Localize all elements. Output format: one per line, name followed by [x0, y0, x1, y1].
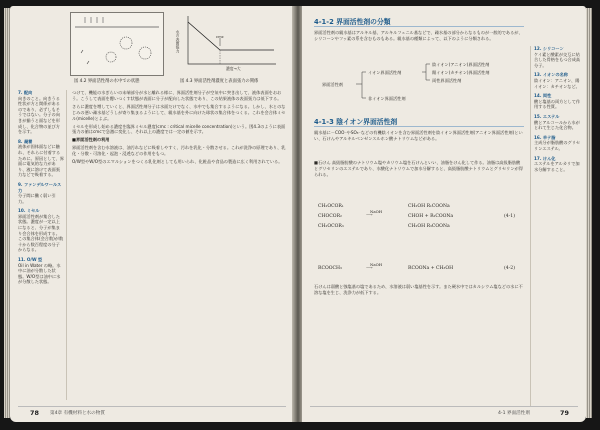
- eq2-right: RCOONa + CH₃OH: [408, 266, 454, 271]
- figure-4-3-x-label: 濃度→大: [226, 66, 241, 71]
- footer-right: 4-1 界面活性剤: [498, 411, 530, 416]
- sidenote-14-text: 酸と塩基の両方として作用する性質。: [534, 98, 581, 110]
- sidenote-17-title: 17. けん化: [534, 155, 556, 161]
- sidenote-8-title: 8. 凝着: [18, 138, 33, 144]
- eq2-arrow: ⟶: [366, 266, 373, 271]
- eq2-reagent: NaOH: [370, 262, 383, 267]
- classification-brackets: [322, 62, 522, 108]
- surface-tension-graph: [180, 12, 280, 74]
- margin-rule: [66, 90, 67, 400]
- eq-row2-reagent: NaOH: [370, 209, 383, 214]
- sidenote-15-text: 酸とアルコールから水がとれて生じた化合物。: [534, 119, 580, 131]
- page-number-right: 79: [560, 409, 569, 417]
- sidenote-9-title: 9. ファンデルワールス力: [18, 181, 62, 193]
- sidenote-13-text: 陰イオン：アニオン、陽イオン：カチオンなど。: [534, 77, 580, 89]
- page-number-left: 78: [30, 409, 39, 417]
- section-heading-4-1-2: 4-1-2 界面活性剤の分類: [314, 18, 391, 26]
- margin-rule-right: [530, 46, 531, 406]
- section-rule: [314, 26, 524, 27]
- eq-row2-label: (4-1): [504, 214, 515, 219]
- eq-row2-right: CHOH + R₂COONa: [408, 214, 454, 219]
- micelle-diagram: [71, 13, 163, 75]
- figure-4-3: [180, 12, 280, 74]
- sidenote-11-title: 11. O/W 型: [18, 257, 43, 263]
- sidenote-14-title: 14. 両性: [534, 93, 552, 99]
- sidenote-15-title: 15. エステル: [534, 113, 560, 119]
- subsection-body: 親水基に－COO⁻やSO₃⁻などの有機陰イオンを含む界面活性剤を陰イオン界面活性剤(アニオン界面活性剤)といい、石けんやアルキルベンゼンスルホン酸ナトリウムなどがある。: [314, 130, 523, 141]
- eq-row1-right: CH₂OH R₁COONa: [408, 204, 450, 209]
- left-page: [10, 6, 294, 422]
- sidenote-8-text: 液体が固体面などに触れ、それらに付着するために。原因として、界面に電気的な力があり、液に溶けて表面張力などで吸着する。: [18, 144, 64, 178]
- paragraph-3: ミセルを形成し始める濃度を臨界ミセル濃度(cmc : critical micelle concentration)という。図4.3のように表面張力の値はcmcで急激に変化し、それ以上の濃度では一定の値を示す。: [72, 123, 286, 135]
- right-page: [302, 6, 586, 422]
- subheading-usage: ■界面活性剤の利用: [72, 137, 110, 143]
- class-cationic: 陽イオン(カチオン)界面活性剤: [432, 70, 490, 75]
- figure-4-2-caption: 図 4.2 界面活性剤の水中での状態: [74, 79, 140, 84]
- footer-left: 第4章 有機材料と水の物質: [50, 411, 105, 416]
- soap-body: ■石けん 高級脂肪酸のナトリウム塩やカリウム塩を石けんといい、油脂をけん化して作る。油脂は高級脂肪酸とグリセリンのエステルであり、水酸化ナトリウムで加水分解すると、高級脂肪酸ナトリウムとグリセリンが得られる。: [314, 160, 523, 177]
- sidenote-column-right: [534, 46, 582, 172]
- class-root: 界面活性剤: [322, 82, 343, 87]
- sidenote-12-title: 12. シリコーン: [534, 46, 564, 51]
- figure-4-2: [70, 12, 164, 76]
- class-ionic: イオン界面活性剤: [368, 70, 402, 75]
- class-amphoteric: 両性界面活性剤: [432, 78, 462, 83]
- eq2-left: RCOOCH₃: [318, 266, 342, 271]
- sidenote-16-text: 主成分が脂肪酸のグリセリンエステル。: [534, 140, 581, 151]
- footer-rule-left: [18, 406, 286, 407]
- paragraph-2: さらに濃度を増していくと、界面活性剤分子は水面だけでなく、水中でも集合するようになる。しかし、水とのなじみの悪い疎水基どうしが寄り集まるようにして、親水基を外に向けた球状の集合体をつくる。これを会合体ミセル(micelle)とよぶ。: [72, 103, 286, 121]
- subsection-rule: [314, 126, 524, 127]
- eq2-label: (4-2): [504, 266, 515, 271]
- body-column: [72, 90, 286, 165]
- sidenote-9-text: 分子間に働く弱い引力。: [18, 193, 56, 204]
- equation-4-1: [318, 204, 528, 246]
- eq-arrow: ⟶: [366, 213, 373, 218]
- sidenote-12-text: ケイ素と酸素が交互に結合した骨格をもつ合成高分子。: [534, 51, 581, 68]
- soap-body-2: 石けんは弱酸と強塩基の塩であるため、水溶液は弱い塩基性を示す。また硬水中ではカルシウム塩などの水に不溶な塩を生じ、洗浄力が低下する。: [314, 284, 523, 295]
- sidenote-10-text: 界面活性剤が集合した状態。濃度が一定以上になると、分子が集まり会合体を形成する。この集合体(会合数)が数十から数百程度の分子からなる。: [18, 213, 64, 253]
- sidenote-column: [18, 90, 64, 285]
- class-nonionic: 非イオン界面活性剤: [368, 96, 406, 101]
- sidenote-7-title: 7. 配向: [18, 90, 33, 95]
- sidenote-7-text: 向きのこと。向きうる性状が方と関係があるのであり、必ずしもそうではない。分子の向きが揃うと面などを形成し、化合物の並び方を示す。: [18, 95, 60, 135]
- paragraph-4: 界面活性剤を含む水溶液は、油汚れなどに吸着しやすく、汚れを乳化・分散させる。これが洗浄の原理であり、乳化・分散・可溶化・起泡・浸透などの作用をもつ。: [72, 145, 286, 157]
- footer-rule-right: [310, 406, 578, 407]
- figure-4-3-marker: cmc: [216, 34, 224, 39]
- eq-row1-left: CH₂OCOR₁: [318, 204, 344, 209]
- section-intro: 界面活性剤の親水基はアルキル基、アルキルフェニル基などで、疎水基の部分からなるものが一般的であるが、シリコーンやフッ素の系を含むものもある。親水基の種類によって、以下のように分類される。: [314, 30, 523, 41]
- eq-row2-left: CHOCOR₂: [318, 214, 342, 219]
- sidenote-11-text: Oil in Water の略。水中に油が分散した状態。W/O型は油中に水が分散した状態。: [18, 262, 61, 285]
- classification-tree: [322, 62, 522, 108]
- equation-4-2: [318, 262, 528, 276]
- sidenote-16-title: 16. 羊テ脂: [534, 134, 556, 140]
- sidenote-13-title: 13. イオンの名称: [534, 72, 568, 78]
- subsection-heading-4-1-3: 4-1-3 陰イオン界面活性剤: [314, 118, 398, 126]
- class-anionic: 陰イオン(アニオン)界面活性剤: [432, 62, 490, 67]
- sidenote-17-text: エステルをアルカリで加水分解すること。: [534, 161, 580, 172]
- figure-4-3-caption: 図 4.3 界面活性剤濃度と表面張力の関係: [180, 79, 259, 84]
- paragraph-1: つけて、機能の水ぎらいの末端部分が水と離れる様に、界面活性剤分子が空気中に突き出して、液体表面をおおう。こうして表面を覆いつくす状態が表面に分子が配向した状態であり、この結果液体の表面張力は低下する。: [72, 90, 282, 101]
- eq-row3-left: CH₂OCOR₃: [318, 224, 344, 229]
- paragraph-5: O/W型やW/O型のエマルションをつくる乳化剤としても用いられ、化粧品や食品の製造に広く利用されている。: [72, 159, 283, 165]
- eq-row3-right: CH₂OH R₃COONa: [408, 224, 450, 229]
- page-edges-right: [586, 8, 592, 418]
- sidenote-10-title: 10. ミセル: [18, 208, 40, 214]
- figure-4-3-y-label: 水の表面張力: [176, 30, 181, 53]
